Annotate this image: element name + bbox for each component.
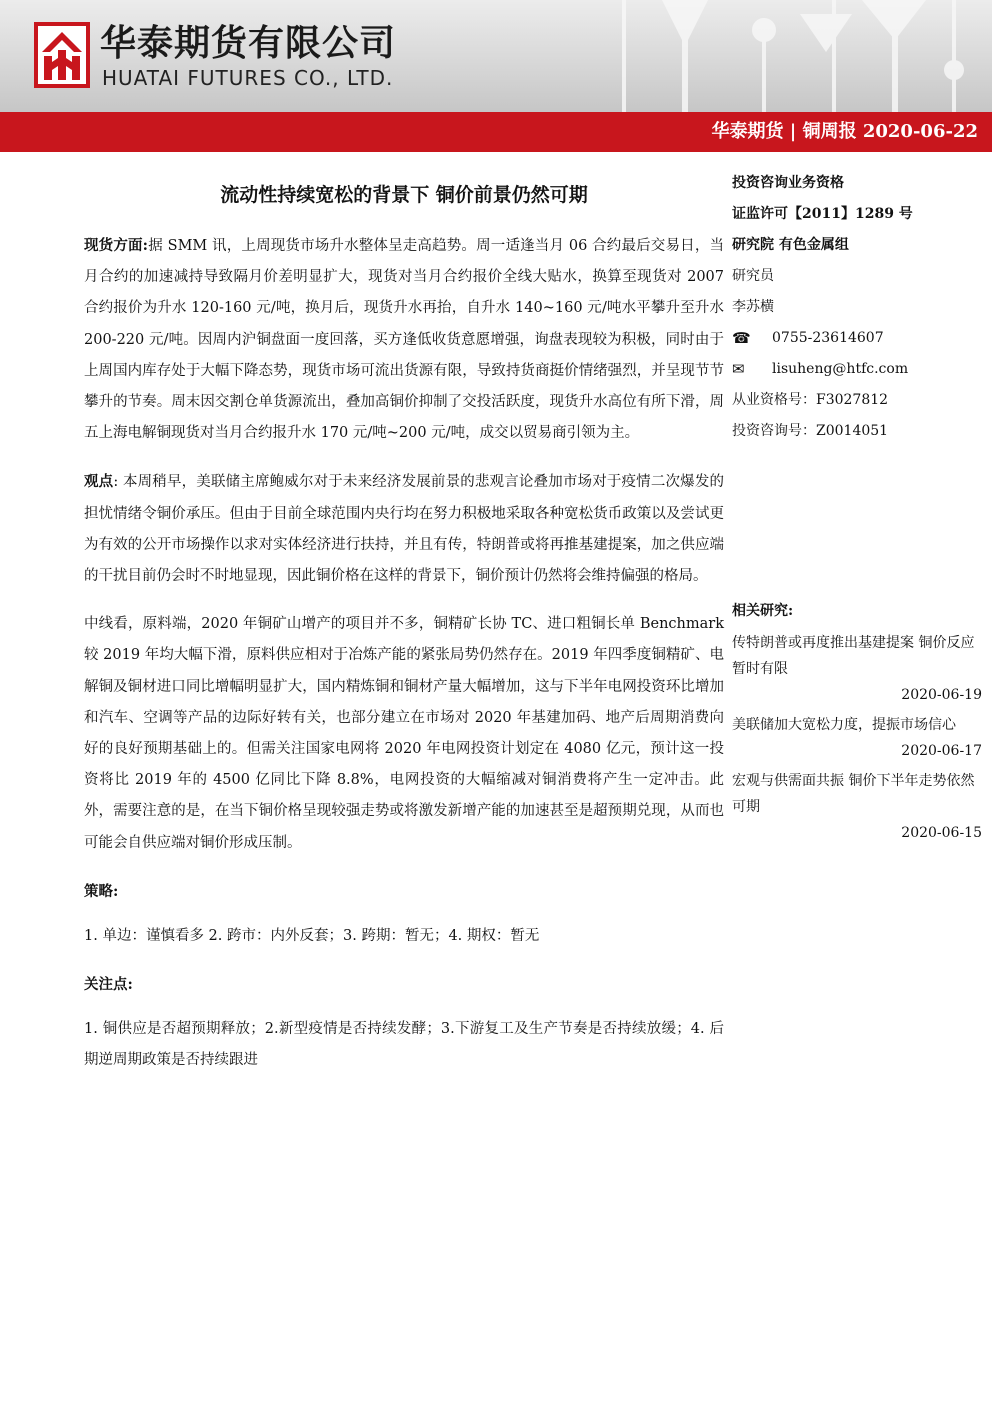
- analyst-name: 李苏横: [732, 299, 774, 315]
- related-item[interactable]: [732, 712, 982, 764]
- envelope-icon: ✉: [732, 360, 745, 378]
- related-list: [732, 630, 982, 850]
- report-tag: 华泰期货 | 铜周报 2020-06-22: [711, 121, 978, 142]
- qualification-title: 投资咨询业务资格: [732, 175, 844, 191]
- report-banner: [0, 112, 992, 152]
- spot-label: 现货方面:: [84, 237, 149, 254]
- related-heading: 相关研究:: [732, 603, 794, 619]
- strategy-heading: 策略:: [84, 882, 119, 900]
- phone-row: [732, 323, 982, 354]
- report-title: 流动性持续宽松的背景下 铜价前景仍然可期: [220, 184, 588, 206]
- midterm-paragraph: 中线看，原料端，2020 年铜矿山增产的项目并不多，铜精矿长协 TC、进口粗铜长单 Benchmark 较 2019 年均大幅下滑，原料供应相对于冶炼产能的紧张局势仍然存在。2019 年四季度铜精矿、电解铜及铜材进口同比增幅明显扩大，国内精炼铜和铜材产量大幅增加，这与下半年电网投资环比增加和汽车、空调等产品的边际好转有关，也部分建立在市场对 2020 年基建加码、地产后周期消费向好的良好预期基础上的。但需关注国家电网将 2020 年电网投资计划定在 4080 亿元，预计这一投资将比 2019 年的 4500 亿同比下降 8.8%，电网投资的大幅缩减对铜消费将产生一定冲击。此外，需要注意的是，在当下铜价格呈现较强走势或将激发新增产能的加速甚至是超预期兑现，从而也可能会自供应端对铜价形成压制。: [84, 616, 724, 851]
- page-header: [0, 0, 992, 112]
- view-text: : 本周稍早，美联储主席鲍威尔对于未来经济发展前景的悲观言论叠加市场对于疫情二次爆发的担忧情绪令铜价承压。但由于目前全球范围内央行均在努力积极地采取各种宽松货币政策以及尝试更为有效的公开市场操作以求对实体经济进行扶持，并且有传，特朗普或将再推基建提案，加之供应端的干扰目前仍会时不时地显现，因此铜价格在这样的背景下，铜价预计仍然将会维持偏强的格局。: [84, 474, 724, 585]
- related-title[interactable]: 传特朗普或再度推出基建提案 铜价反应暂时有限: [732, 635, 975, 677]
- analyst-sidebar: [732, 168, 982, 447]
- phone-number: 0755-23614607: [772, 330, 884, 346]
- spot-paragraph: [84, 230, 724, 449]
- phone-icon: ☎: [732, 329, 751, 347]
- email-row: [732, 354, 982, 385]
- analyst-role: 研究员: [732, 268, 774, 284]
- view-label: 观点: [84, 473, 114, 491]
- related-title[interactable]: 美联储加大宽松力度，提振市场信心: [732, 717, 956, 733]
- focus-paragraph: 1. 铜供应是否超预期释放；2.新型疫情是否持续发酵；3.下游复工及生产节奏是否持续放缓；4. 后期逆周期政策是否持续跟进: [84, 1021, 724, 1069]
- huatai-logo-icon: [34, 22, 90, 88]
- license-number: 证监许可【2011】1289 号: [732, 206, 913, 222]
- header-decoration: [562, 0, 992, 112]
- department: 研究院 有色金属组: [732, 237, 849, 253]
- company-name-en: HUATAI FUTURES CO., LTD.: [102, 66, 394, 90]
- view-paragraph: [84, 466, 724, 592]
- related-date: 2020-06-17: [901, 743, 982, 759]
- focus-heading: 关注点:: [84, 976, 133, 994]
- report-body: [84, 180, 724, 1093]
- email-address[interactable]: lisuheng@htfc.com: [772, 361, 909, 377]
- related-title[interactable]: 宏观与供需面共振 铜价下半年走势依然可期: [732, 773, 975, 815]
- related-item[interactable]: [732, 630, 982, 708]
- strategy-paragraph: 1. 单边：谨慎看多 2. 跨市：内外反套；3. 跨期：暂无；4. 期权：暂无: [84, 927, 540, 944]
- spot-text: 据 SMM 讯，上周现货市场升水整体呈走高趋势。周一适逢当月 06 合约最后交易日，当月合约的加速减持导致隔月价差明显扩大，现货对当月合约报价全线大贴水，换算至现货对 2007 合约报价为升水 120-160 元/吨，换月后，现货升水再抬，自升水 140~160 元/吨水平攀升至升水 200-220 元/吨。因周内沪铜盘面一度回落，买方逢低收货意愿增强，询盘表现较为积极，同时由于上周国内库存处于大幅下降态势，现货市场可流出货源有限，导致持货商挺价情绪强烈，并呈现节节攀升的节奏。周末因交割仓单货源流出，叠加高铜价抑制了交投活跃度，现货升水高位有所下滑，周五上海电解铜现货对当月合约报升水 170 元/吨~200 元/吨，成交以贸易商引领为主。: [84, 238, 724, 442]
- related-item[interactable]: [732, 768, 982, 846]
- related-date: 2020-06-19: [901, 687, 982, 703]
- practice-cert: 从业资格号：F3027812: [732, 392, 889, 408]
- company-name-cn: 华泰期货有限公司: [100, 23, 397, 64]
- related-date: 2020-06-15: [901, 825, 982, 841]
- advisory-cert: 投资咨询号：Z0014051: [732, 423, 889, 439]
